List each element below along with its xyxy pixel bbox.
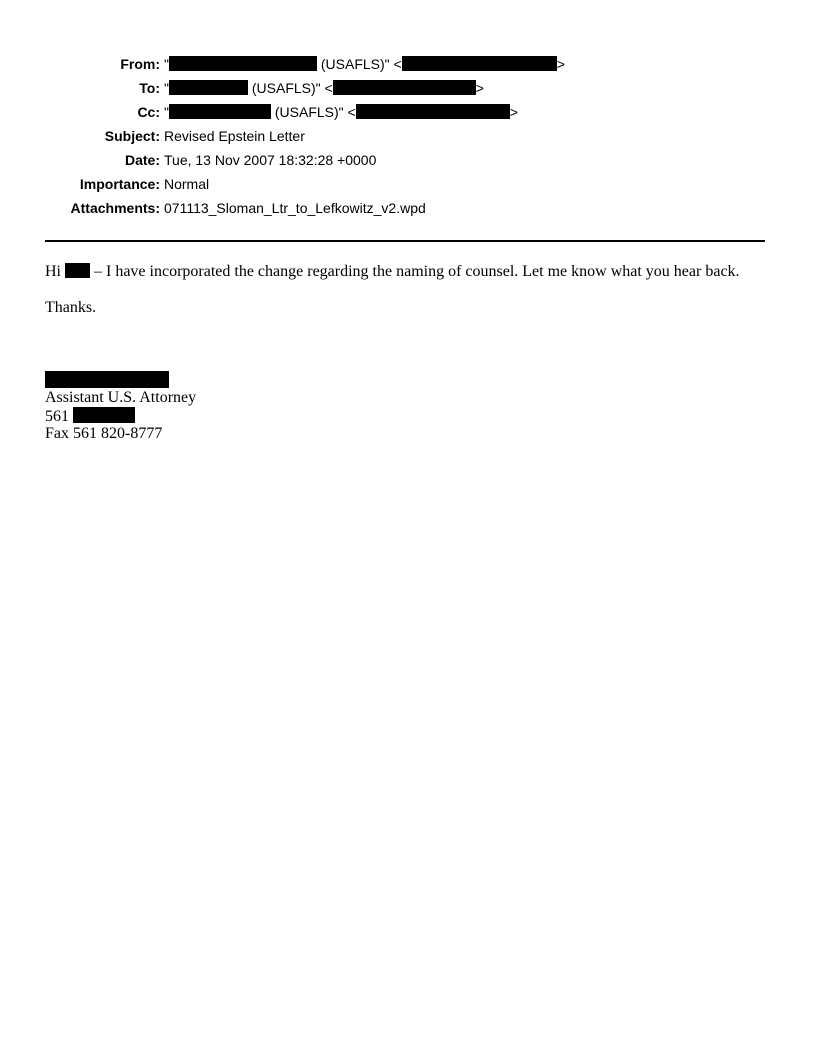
header-row-cc [0,100,816,124]
to-label: To: [139,80,160,96]
cc-close-bracket: > [509,104,518,120]
from-value [164,52,565,76]
to-close-bracket: > [475,80,484,96]
signature-name-redaction [45,371,169,391]
redaction-block [356,104,510,119]
signature-fax: Fax 561 820-8777 [45,425,163,442]
to-value [164,76,484,100]
header-row-to [0,76,816,100]
header-row-from [0,52,816,76]
from-mid-text: (USAFLS)" < [316,56,402,72]
cc-label: Cc: [137,104,160,120]
redaction-block [333,80,476,95]
importance-label: Importance: [79,176,160,192]
from-label: From: [120,56,160,72]
signature-phone [45,407,135,426]
email-header [0,52,816,220]
message-text: – I have incorporated the change regarding the naming of counsel. Let me know what you hear back. [90,263,740,280]
message-body-paragraph [45,263,775,281]
header-divider [45,240,765,242]
header-row-subject [0,124,816,148]
redaction-block [45,371,169,388]
phone-prefix: 561 [45,408,69,425]
redaction-block [169,56,317,71]
signature-title: Assistant U.S. Attorney [45,389,197,406]
from-open-quote: " [164,56,169,72]
to-mid-text: (USAFLS)" < [247,80,333,96]
redaction-block [169,80,248,95]
subject-label: Subject: [104,128,160,144]
to-open-quote: " [164,80,169,96]
date-label: Date: [124,152,160,168]
thanks-line: Thanks. [45,299,97,316]
header-row-attachments [0,196,816,220]
from-close-bracket: > [556,56,565,72]
redaction-block [169,104,271,119]
attachments-label: Attachments: [70,200,160,216]
importance-value: Normal [164,176,210,192]
cc-mid-text: (USAFLS)" < [270,104,356,120]
header-row-date [0,148,816,172]
header-row-importance [0,172,816,196]
date-value: Tue, 13 Nov 2007 18:32:28 +0000 [164,152,377,168]
redaction-block [402,56,557,71]
subject-value: Revised Epstein Letter [164,128,305,144]
greeting-text: Hi [45,263,61,280]
attachment-filename[interactable]: 071113_Sloman_Ltr_to_Lefkowitz_v2.wpd [164,200,426,216]
redaction-block [65,263,90,278]
cc-open-quote: " [164,104,169,120]
redaction-block [73,407,135,423]
cc-value [164,100,518,124]
